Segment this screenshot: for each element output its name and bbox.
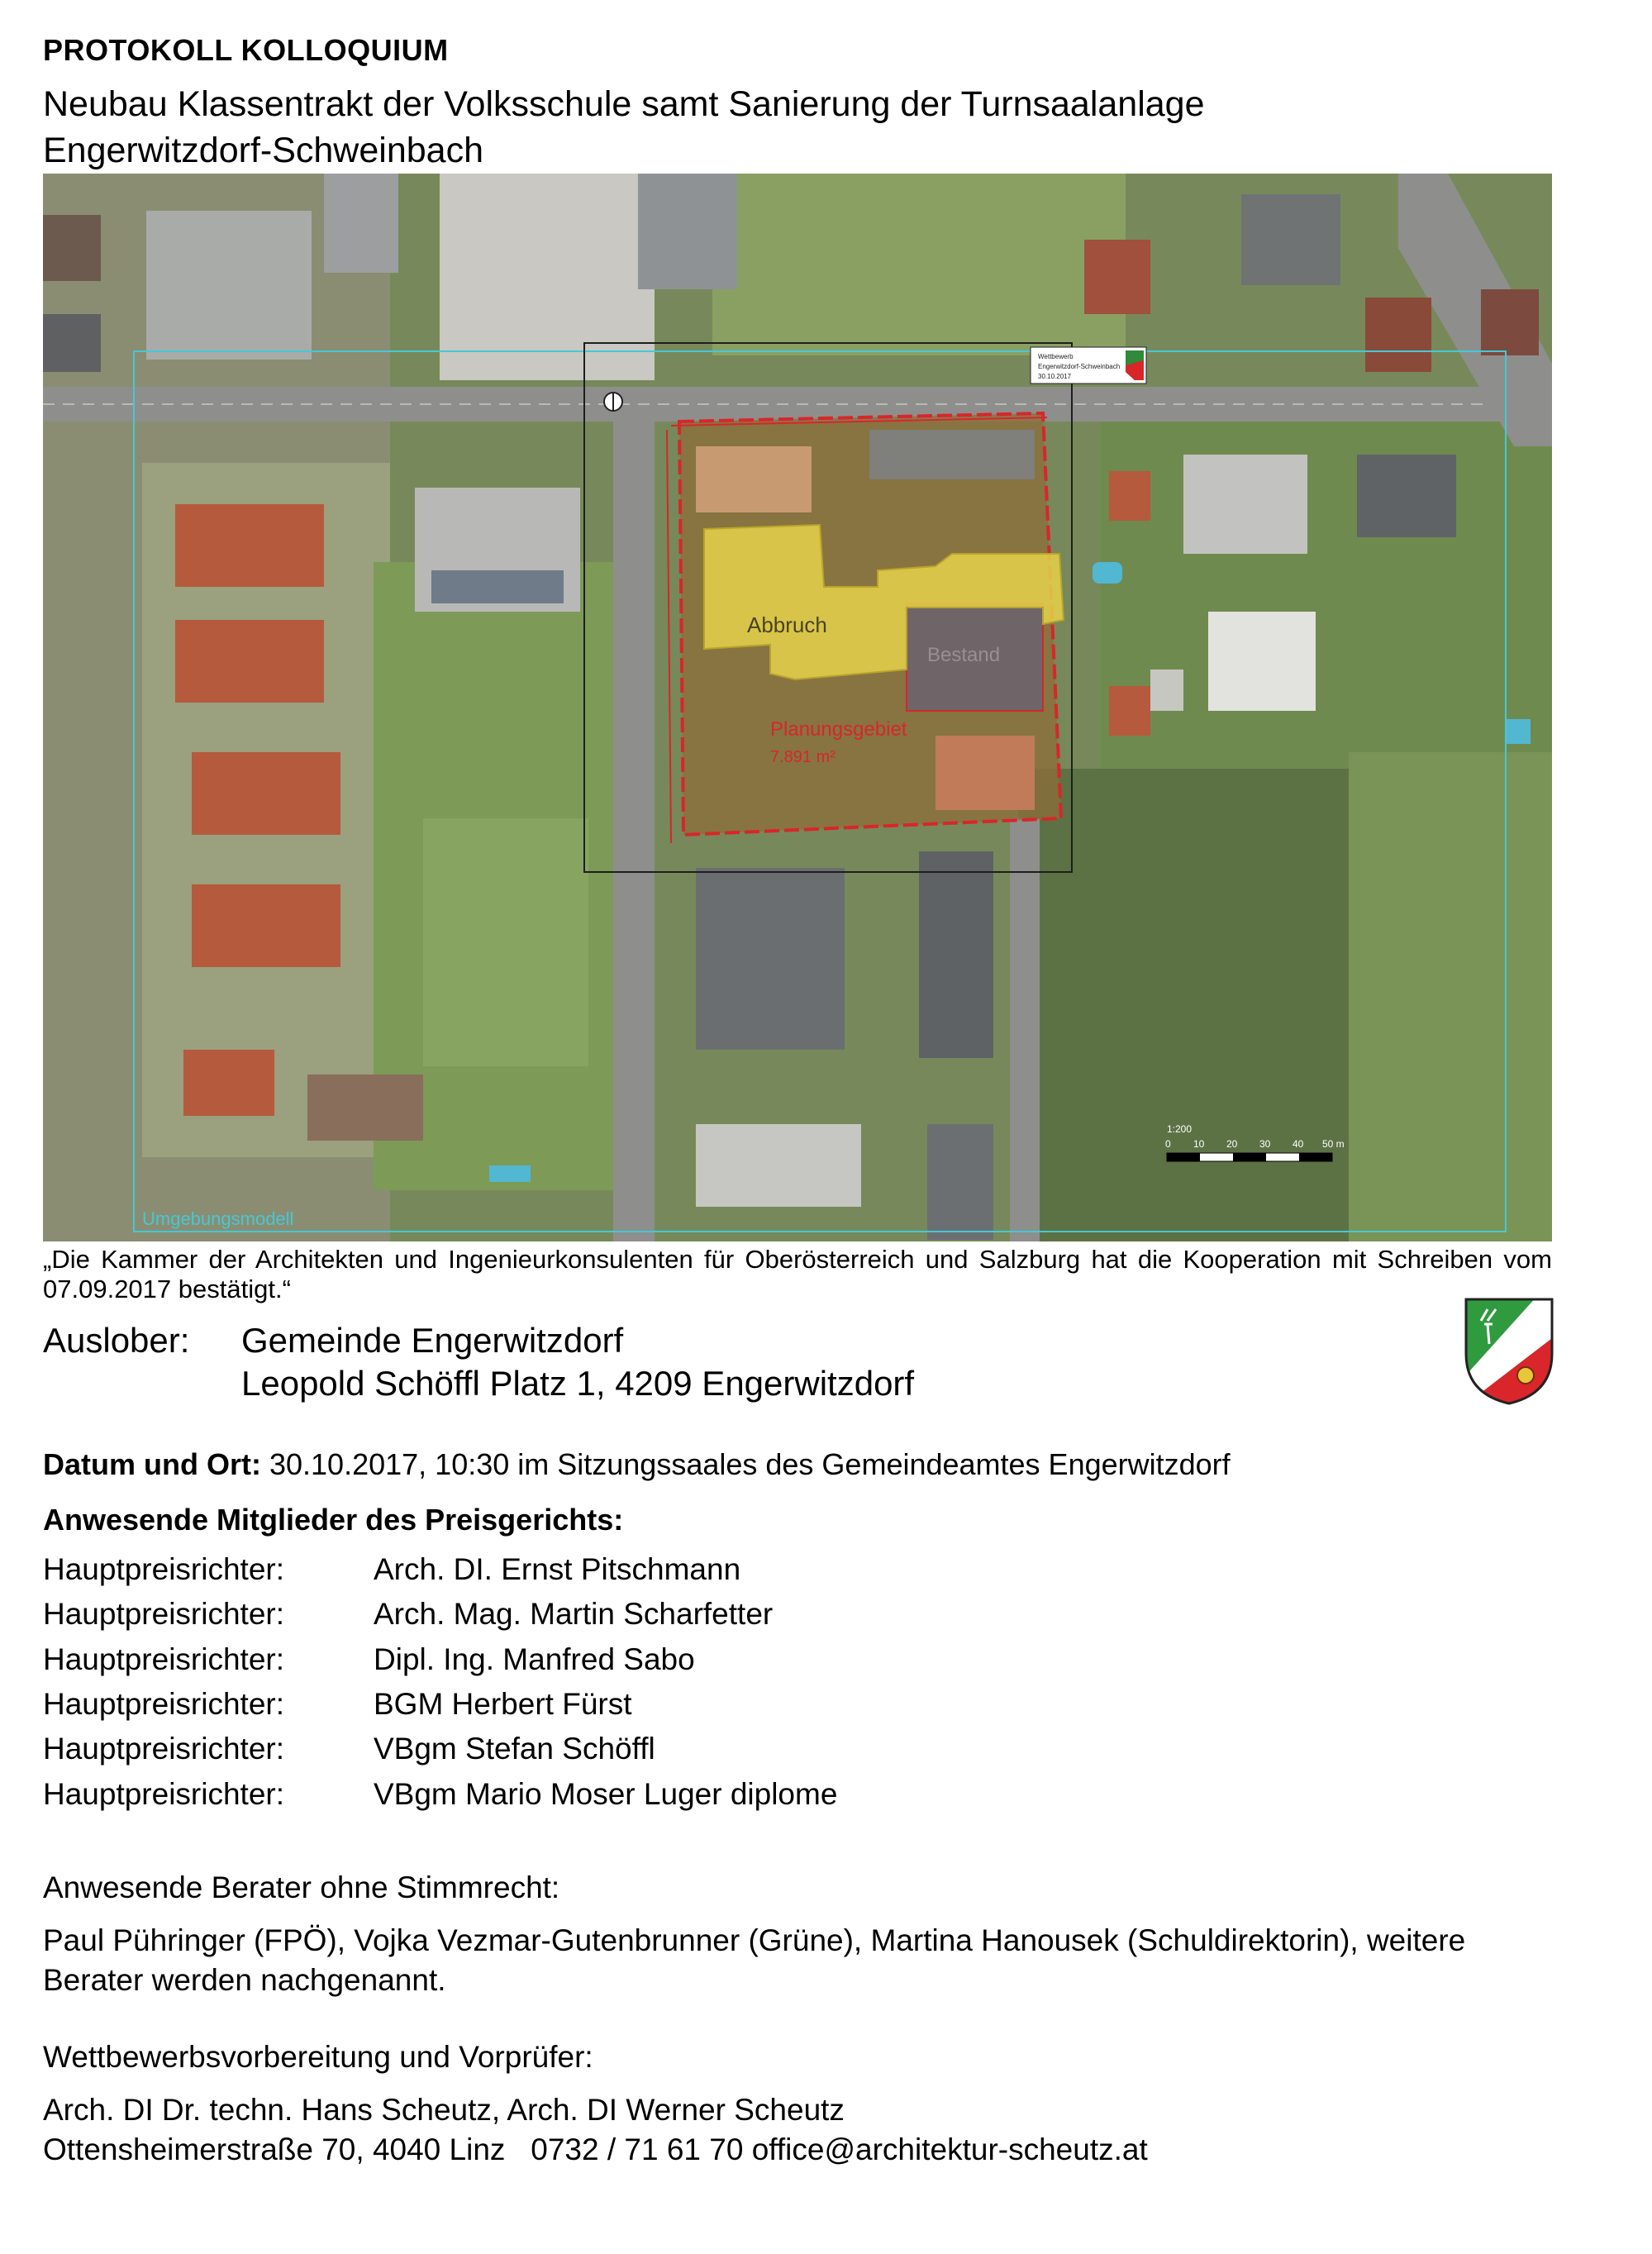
jury-name: VBgm Stefan Schöffl bbox=[374, 1732, 655, 1766]
preparation-heading: Wettbewerbsvorbereitung und Vorprüfer: bbox=[43, 2040, 593, 2074]
jury-role: Hauptpreisrichter: bbox=[43, 1552, 285, 1586]
advisors-list: Paul Pühringer (FPÖ), Vojka Vezmar-Gutenbrunner (Grüne), Martina Hanousek (Schuldirektorin), weitere Berater werden nachgenannt. bbox=[43, 1923, 1466, 1997]
advisors-heading: Anwesende Berater ohne Stimmrecht: bbox=[43, 1870, 560, 1904]
jury-role: Hauptpreisrichter: bbox=[43, 1597, 285, 1631]
jury-name: VBgm Mario Moser Luger diplome bbox=[374, 1777, 838, 1811]
auslober-name: Gemeinde Engerwitzdorf bbox=[241, 1321, 624, 1360]
scale-tick: 0 bbox=[1165, 1138, 1171, 1150]
document-subtitle bbox=[43, 81, 1547, 174]
coat-of-arms-icon bbox=[1463, 1296, 1555, 1407]
scale-label: 1:200 bbox=[1167, 1123, 1193, 1135]
jury-role: Hauptpreisrichter: bbox=[43, 1642, 285, 1676]
scale-tick: 40 bbox=[1293, 1138, 1304, 1150]
stamp-line-3: 30.10.2017 bbox=[1038, 373, 1072, 380]
jury-role: Hauptpreisrichter: bbox=[43, 1732, 285, 1766]
site-map-drawing bbox=[43, 174, 1552, 1241]
preparation-contact: Ottensheimerstraße 70, 4040 Linz 0732 / 71 61 70 office@architektur-scheutz.at bbox=[43, 2132, 1148, 2166]
scale-tick: 50 m bbox=[1322, 1138, 1345, 1150]
scale-tick: 30 bbox=[1259, 1138, 1271, 1150]
jury-name: Arch. DI. Ernst Pitschmann bbox=[374, 1552, 741, 1586]
meeting-date-place bbox=[43, 1447, 1231, 1482]
label-planning-area: Planungsgebiet bbox=[770, 718, 907, 741]
jury-heading: Anwesende Mitglieder des Preisgerichts: bbox=[43, 1503, 624, 1537]
jury-name: Dipl. Ing. Manfred Sabo bbox=[374, 1642, 695, 1676]
label-environment-model: Umgebungsmodell bbox=[142, 1208, 294, 1229]
label-area-size: 7.891 m² bbox=[770, 748, 836, 766]
scale-tick: 10 bbox=[1193, 1138, 1205, 1150]
auslober-label: Auslober: bbox=[43, 1321, 190, 1360]
scale-tick: 20 bbox=[1226, 1138, 1238, 1150]
subtitle-line-1: Neubau Klassentrakt der Volksschule samt Sanierung der Turnsaalanlage bbox=[43, 84, 1205, 124]
jury-role: Hauptpreisrichter: bbox=[43, 1777, 285, 1811]
stamp-line-1: Wettbewerb bbox=[1038, 353, 1074, 360]
auslober-address: Leopold Schöffl Platz 1, 4209 Engerwitzdorf bbox=[241, 1364, 915, 1403]
label-existing: Bestand bbox=[927, 644, 1001, 666]
jury-name: BGM Herbert Fürst bbox=[374, 1687, 632, 1721]
jury-name: Arch. Mag. Martin Scharfetter bbox=[374, 1597, 774, 1631]
jury-role: Hauptpreisrichter: bbox=[43, 1687, 285, 1721]
stamp-line-2: Engerwitzdorf-Schweinbach bbox=[1038, 363, 1121, 370]
preparation-names: Arch. DI Dr. techn. Hans Scheutz, Arch. DI Werner Scheutz bbox=[43, 2093, 845, 2127]
document-title: PROTOKOLL KOLLOQUIUM bbox=[43, 33, 449, 67]
aerial-site-map bbox=[43, 174, 1552, 1241]
kammer-confirmation-note: „Die Kammer der Architekten und Ingenieurkonsulenten für Oberösterreich und Salzburg hat die Kooperation mit Schreiben vom 07.09.2017 bestätigt.“ bbox=[43, 1245, 1552, 1303]
meeting-label: Datum und Ort: bbox=[43, 1447, 261, 1481]
label-demolition: Abbruch bbox=[747, 612, 827, 637]
subtitle-line-2: Engerwitzdorf-Schweinbach bbox=[43, 131, 483, 170]
meeting-value: 30.10.2017, 10:30 im Sitzungssaales des Gemeindeamtes Engerwitzdorf bbox=[260, 1447, 1231, 1481]
